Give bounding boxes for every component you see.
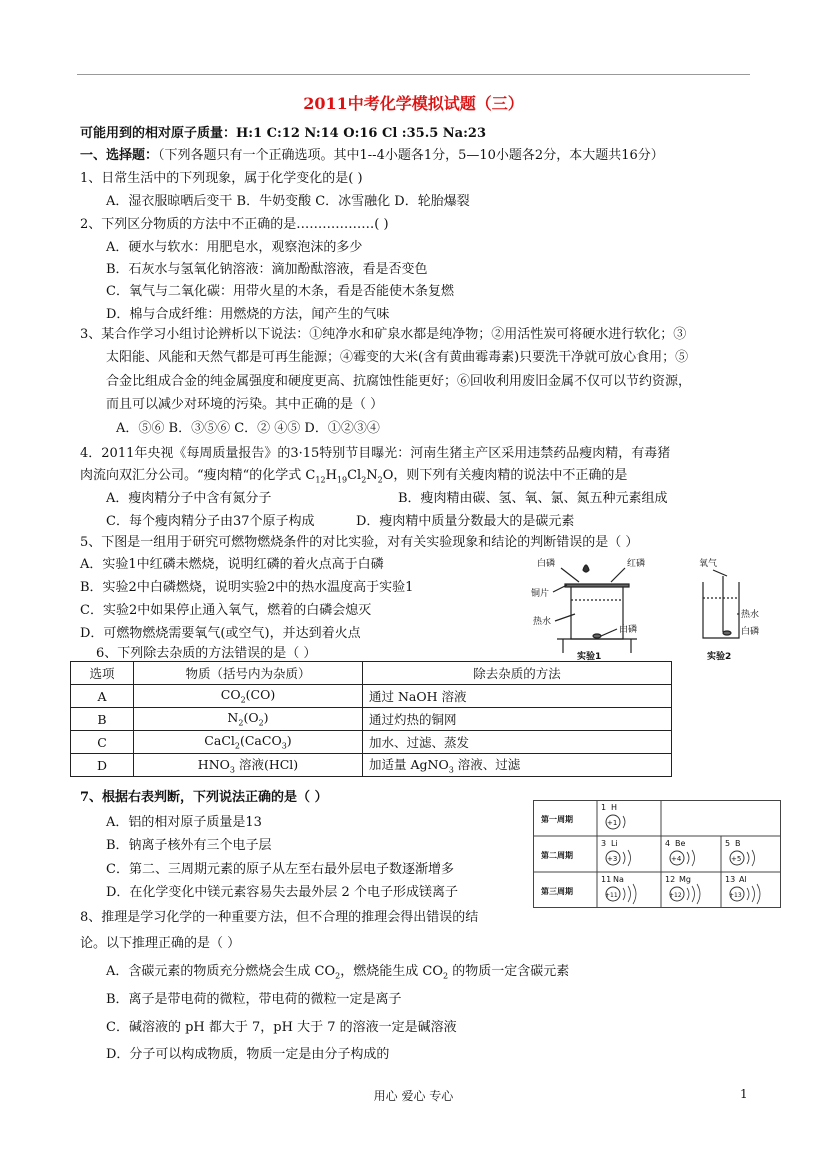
svg-text:13: 13 [725, 875, 736, 884]
q3-line-4: 而且可以减少对环境的污染。其中正确的是（ ） [106, 397, 384, 412]
svg-text:Al: Al [739, 875, 747, 884]
svg-text:+13: +13 [729, 892, 742, 899]
q4-option-a: A．瘦肉精分子中含有氮分子 [106, 491, 272, 506]
q8-option-a: A．含碳元素的物质充分燃烧会生成 $CO_2$，燃烧能生成 $CO_2$ 的物质一定含碳元素 [106, 964, 570, 981]
svg-text:H: H [611, 803, 618, 812]
combustion-experiment-figure [527, 552, 787, 664]
q4-option-d: D．瘦肉精中质量分数最大的是碳元素 [356, 514, 575, 529]
table-row: A $CO_2(CO)$ 通过 NaOH 溶液 [71, 685, 672, 708]
q4-line-1: 4．2011年央视《每周质量报告》的3·15特别节目曝光：河南生猪主产区采用违禁药品瘦肉精，有毒猪 [80, 446, 671, 461]
q5-option-d: D．可燃物燃烧需要氧气(或空气)，并达到着火点 [80, 626, 361, 641]
q6-header-method: 除去杂质的方法 [363, 662, 672, 685]
q2-stem: 2、下列区分物质的方法中不正确的是………………( ) [80, 217, 389, 232]
section1-title [80, 147, 664, 165]
q2-option-b: B．石灰水与氢氧化钠溶液：滴加酚酞溶液，看是否变色 [106, 262, 428, 277]
svg-text:1: 1 [601, 803, 607, 812]
flame-icon [583, 565, 589, 572]
footer-text: 用心 爱心 专心 [373, 1089, 454, 1103]
svg-text:Mg: Mg [679, 875, 691, 884]
svg-text:5: 5 [725, 839, 731, 848]
q6-table [70, 661, 672, 777]
fig-copper-label: 铜片 [531, 589, 550, 599]
table-row: C CaCl$_2$(CaCO$_3$) 加水、过滤、蒸发 [71, 731, 672, 754]
q7-option-d: D．在化学变化中镁元素容易失去最外层 2 个电子形成镁离子 [106, 885, 458, 900]
q2-option-c: C．氧气与二氧化碳：用带火星的木条，看是否能使木条复燃 [106, 284, 454, 299]
header-rule [77, 74, 750, 75]
fig-exp1-label: 实验1 [577, 652, 602, 662]
svg-text:+4: +4 [671, 855, 682, 863]
q1-options: A．湿衣服晾晒后变干 B．牛奶变酸 C．冰雪融化 D．轮胎爆裂 [106, 194, 470, 209]
q8-option-c: C．碱溶液的 pH 都大于 7，pH 大于 7 的溶液一定是碱溶液 [106, 1020, 457, 1035]
periodic-table-figure [533, 800, 781, 908]
q6-table-header [71, 662, 672, 685]
svg-text:+11: +11 [605, 892, 618, 899]
svg-text:B: B [735, 839, 741, 848]
svg-text:Na: Na [613, 875, 624, 884]
q3-options: A．⑤⑥ B．③⑤⑥ C．② ④⑤ D．①②③④ [116, 421, 380, 436]
svg-text:3: 3 [601, 839, 607, 848]
svg-text:12: 12 [665, 875, 676, 884]
fig-hot-water-label: 热水 [533, 617, 552, 627]
q2-option-d: D．棉与合成纤维：用燃烧的方法，闻产生的气味 [106, 307, 390, 322]
q7-option-b: B．钠离子核外有三个电子层 [106, 838, 272, 853]
section1-note: （下列各题只有一个正确选项。其中1--4小题各1分，5—10小题各2分，本大题共16分） [158, 148, 664, 163]
svg-text:11: 11 [601, 875, 612, 884]
svg-text:+5: +5 [731, 855, 742, 863]
q6-stem: 6、下列除去杂质的方法错误的是（ ） [96, 646, 317, 661]
q8-line-2: 论。以下推理正确的是（ ） [80, 936, 241, 951]
q4-option-c: C．每个瘦肉精分子由37个原子构成 [106, 514, 315, 529]
svg-text:第一周期: 第一周期 [541, 815, 573, 824]
fig-white-p2-label: 白磷 [619, 625, 638, 635]
fig-exp2-label: 实验2 [707, 652, 732, 662]
q4-option-b: B．瘦肉精由碳、氢、氧、氯、氮五种元素组成 [398, 491, 668, 506]
svg-text:+12: +12 [669, 892, 682, 899]
experiment-1-apparatus [553, 565, 637, 653]
q5-option-b: B．实验2中白磷燃烧，说明实验2中的热水温度高于实验1 [80, 580, 414, 595]
q3-line-3: 合金比组成合金的纯金属强度和硬度更高、抗腐蚀性能更好；⑥回收利用废旧金属不仅可以节约资源， [106, 374, 692, 389]
svg-text:第二周期: 第二周期 [541, 851, 573, 860]
q7-stem: 7、根据右表判断，下列说法正确的是（ ） [80, 790, 328, 805]
q4-line-2: 肉流向双汇分公司。“瘦肉精“的化学式 $C_{12}H_{19}Cl_2N_2O$，则下列有关瘦肉精的说法中不正确的是 [80, 468, 628, 485]
table-row: D $HNO_3$ 溶液(HCl) 加适量 AgNO$_3$ 溶液、过滤 [71, 754, 672, 777]
q8-option-b: B．离子是带电荷的微粒，带电荷的微粒一定是离子 [106, 992, 402, 1007]
fig-hot-water2-label: 热水 [741, 610, 760, 620]
svg-text:Li: Li [611, 839, 618, 848]
fig-red-p-label: 红磷 [627, 559, 646, 569]
svg-text:Be: Be [675, 839, 686, 848]
atomic-mass-line: 可能用到的相对原子质量：H:1 C:12 N:14 O:16 Cl :35.5 Na:23 [80, 126, 486, 141]
page-number: 1 [740, 1087, 748, 1101]
q6-header-option: 选项 [71, 662, 134, 685]
q8-option-d: D．分子可以构成物质，物质一定是由分子构成的 [106, 1047, 390, 1062]
svg-text:+1: +1 [607, 819, 618, 827]
table-row: B $N_2(O_2)$ 通过灼热的铜网 [71, 708, 672, 731]
q6-header-substance: 物质（括号内为杂质） [134, 662, 363, 685]
q7-option-a: A．铝的相对原子质量是13 [106, 815, 262, 830]
page-title: 2011中考化学模拟试题（三） [303, 94, 524, 113]
q1-stem: 1、日常生活中的下列现象，属于化学变化的是( ) [80, 171, 363, 186]
section1-header: 一、选择题： [80, 148, 159, 163]
q8-line-1: 8、推理是学习化学的一种重要方法，但不合理的推理会得出错误的结 [80, 910, 479, 925]
experiment-2-apparatus [703, 570, 739, 638]
svg-text:4: 4 [665, 839, 671, 848]
q2-option-a: A．硬水与软水：用肥皂水，观察泡沫的多少 [106, 240, 363, 255]
q5-option-a: A．实验1中红磷未燃烧，说明红磷的着火点高于白磷 [80, 557, 384, 572]
q5-stem: 5、下图是一组用于研究可燃物燃烧条件的对比实验，对有关实验现象和结论的判断错误的是（ ） [80, 535, 639, 550]
fig-white-p-label: 白磷 [537, 559, 556, 569]
svg-text:第三周期: 第三周期 [541, 887, 573, 896]
q3-line-1: 3、某合作学习小组讨论辨析以下说法：①纯净水和矿泉水都是纯净物；②用活性炭可将硬水进行软化；③ [80, 327, 687, 342]
q7-option-c: C．第二、三周期元素的原子从左至右最外层电子数逐渐增多 [106, 862, 454, 877]
q5-option-c: C．实验2中如果停止通入氧气，燃着的白磷会熄灭 [80, 603, 372, 618]
fig-oxygen-label: 氧气 [699, 559, 718, 569]
svg-text:+3: +3 [607, 855, 618, 863]
fig-white-p3-label: 白磷 [741, 627, 760, 637]
q3-line-2: 太阳能、风能和天然气都是可再生能源；④霉变的大米(含有黄曲霉毒素)只要洗干净就可放心食用；⑤ [106, 350, 689, 365]
